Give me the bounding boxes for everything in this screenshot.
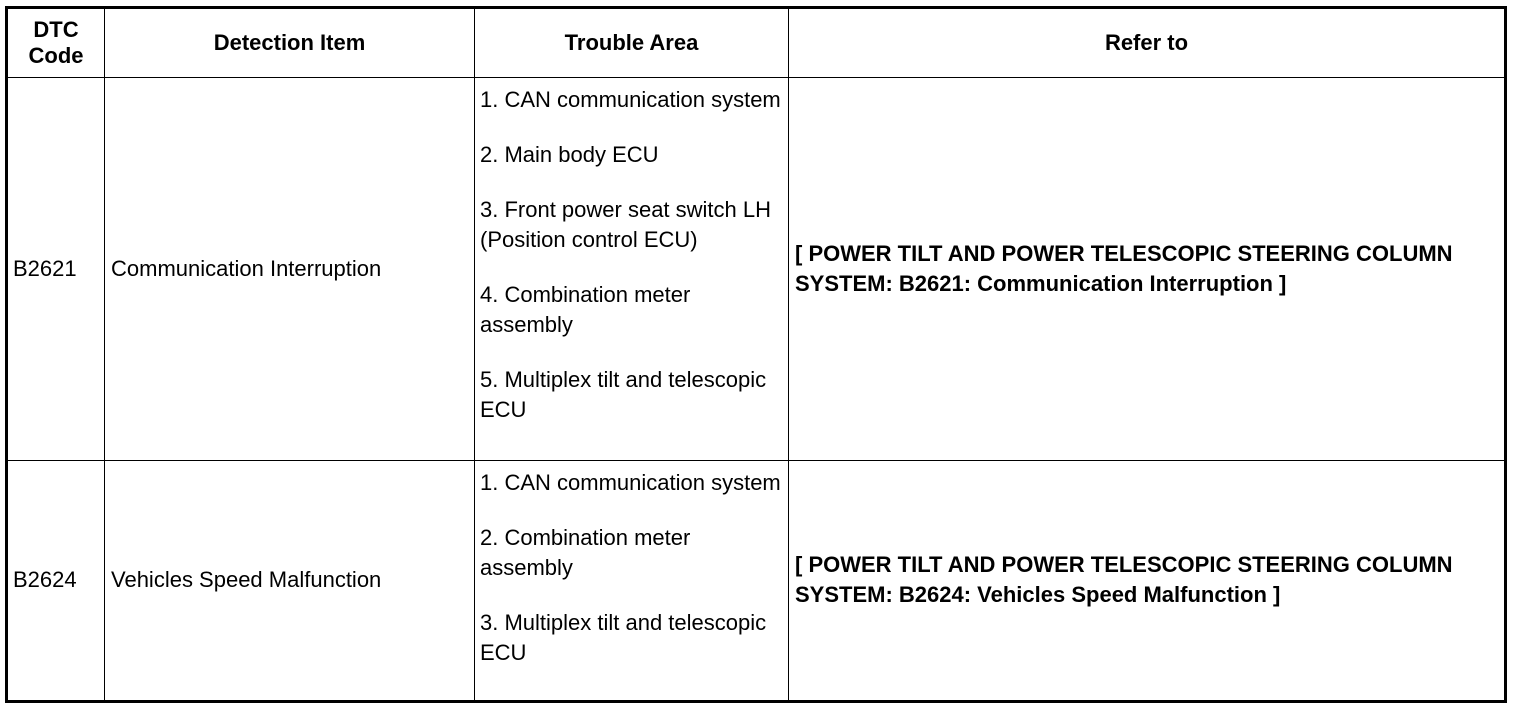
refer-to-link[interactable]: [ POWER TILT AND POWER TELESCOPIC STEERING COLUMN SYSTEM: B2621: Communication Interruption ] [795,240,1453,296]
detection-item-cell: Vehicles Speed Malfunction [105,460,475,701]
header-dtc-code: DTC Code [7,8,105,78]
dtc-table [5,6,1507,703]
trouble-area-item: 4. Combination meter assembly [480,282,691,337]
table-header [7,8,1506,78]
trouble-area-item: 3. Front power seat switch LH (Position control ECU) [480,197,772,252]
trouble-area-cell [475,78,789,461]
trouble-area-list [480,78,782,425]
trouble-area-list [480,461,782,668]
dtc-code-cell: B2621 [7,78,105,461]
trouble-area-item: 1. CAN communication system [480,469,781,495]
header-detection-item: Detection Item [105,8,475,78]
trouble-area-cell [475,460,789,701]
trouble-area-item: 1. CAN communication system [480,87,781,112]
table-body [7,78,1506,702]
table-row [7,460,1506,701]
header-row [7,8,1506,78]
refer-to-cell [789,460,1506,701]
trouble-area-item: 2. Combination meter assembly [480,524,691,580]
header-refer-to: Refer to [789,8,1506,78]
detection-item-cell: Communication Interruption [105,78,475,461]
refer-to-cell [789,78,1506,461]
header-trouble-area: Trouble Area [475,8,789,78]
table-row [7,78,1506,461]
trouble-area-item: 3. Multiplex tilt and telescopic ECU [480,609,767,665]
trouble-area-item: 2. Main body ECU [480,142,659,167]
trouble-area-item: 5. Multiplex tilt and telescopic ECU [480,367,767,422]
refer-to-link[interactable]: [ POWER TILT AND POWER TELESCOPIC STEERING COLUMN SYSTEM: B2624: Vehicles Speed Malfunction ] [795,552,1453,608]
dtc-code-cell: B2624 [7,460,105,701]
